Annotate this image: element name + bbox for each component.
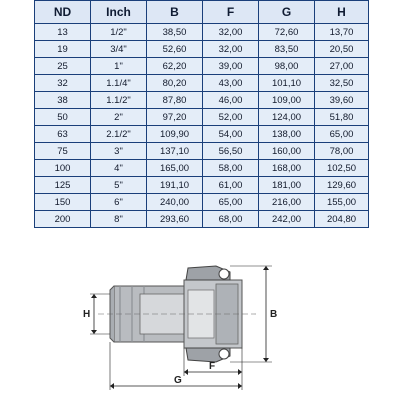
- table-cell: 52,60: [147, 41, 203, 58]
- label-g: G: [174, 375, 182, 386]
- table-cell: 83,50: [259, 41, 315, 58]
- table-cell: 43,00: [203, 75, 259, 92]
- table-cell: 98,00: [259, 58, 315, 75]
- table-cell: 13: [35, 24, 91, 41]
- table-row: [35, 177, 369, 194]
- table-cell: 19: [35, 41, 91, 58]
- table-cell: 97,20: [147, 109, 203, 126]
- label-f: F: [209, 361, 216, 372]
- table-row: [35, 75, 369, 92]
- table-cell: 3/4": [91, 41, 147, 58]
- table-cell: 204,80: [315, 211, 369, 228]
- table-cell: 50: [35, 109, 91, 126]
- table-cell: 109,00: [259, 92, 315, 109]
- table-cell: 200: [35, 211, 91, 228]
- column-header-f: F: [203, 1, 259, 24]
- table-cell: 150: [35, 194, 91, 211]
- table-cell: 32: [35, 75, 91, 92]
- table-cell: 124,00: [259, 109, 315, 126]
- table-cell: 27,00: [315, 58, 369, 75]
- table-cell: 160,00: [259, 143, 315, 160]
- table-cell: 80,20: [147, 75, 203, 92]
- table-cell: 129,60: [315, 177, 369, 194]
- table-cell: 168,00: [259, 160, 315, 177]
- table-cell: 240,00: [147, 194, 203, 211]
- table-row: [35, 109, 369, 126]
- table-cell: 75: [35, 143, 91, 160]
- table-cell: 191,10: [147, 177, 203, 194]
- table-cell: 38: [35, 92, 91, 109]
- table-cell: 25: [35, 58, 91, 75]
- table-cell: 2.1/2": [91, 126, 147, 143]
- table-cell: 125: [35, 177, 91, 194]
- table-row: [35, 126, 369, 143]
- table-cell: 1/2": [91, 24, 147, 41]
- table-cell: 13,70: [315, 24, 369, 41]
- table-cell: 87,80: [147, 92, 203, 109]
- table-cell: 5": [91, 177, 147, 194]
- table-cell: 4": [91, 160, 147, 177]
- table-row: [35, 160, 369, 177]
- table-cell: 6": [91, 194, 147, 211]
- table-cell: 39,00: [203, 58, 259, 75]
- dimension-table: [34, 0, 369, 228]
- table-cell: 109,90: [147, 126, 203, 143]
- coupling-technical-drawing: [80, 262, 320, 396]
- table-cell: 58,00: [203, 160, 259, 177]
- table-cell: 137,10: [147, 143, 203, 160]
- table-cell: 78,00: [315, 143, 369, 160]
- table-row: [35, 194, 369, 211]
- table-cell: 62,20: [147, 58, 203, 75]
- table-cell: 155,00: [315, 194, 369, 211]
- table-row: [35, 92, 369, 109]
- table-cell: 3": [91, 143, 147, 160]
- column-header-g: G: [259, 1, 315, 24]
- table-cell: 68,00: [203, 211, 259, 228]
- column-header-b: B: [147, 1, 203, 24]
- table-cell: 52,00: [203, 109, 259, 126]
- table-cell: 138,00: [259, 126, 315, 143]
- table-cell: 56,50: [203, 143, 259, 160]
- table-cell: 101,10: [259, 75, 315, 92]
- table-cell: 39,60: [315, 92, 369, 109]
- table-cell: 2": [91, 109, 147, 126]
- column-header-nd: ND: [35, 1, 91, 24]
- table-cell: 1.1/4": [91, 75, 147, 92]
- table-row: [35, 143, 369, 160]
- table-header-row: [35, 1, 369, 24]
- table-row: [35, 41, 369, 58]
- table-cell: 61,00: [203, 177, 259, 194]
- table-cell: 181,00: [259, 177, 315, 194]
- table-cell: 32,00: [203, 24, 259, 41]
- table-cell: 20,50: [315, 41, 369, 58]
- table-cell: 100: [35, 160, 91, 177]
- table-cell: 216,00: [259, 194, 315, 211]
- table-cell: 1": [91, 58, 147, 75]
- label-b: B: [270, 309, 278, 320]
- table-cell: 8": [91, 211, 147, 228]
- table-row: [35, 58, 369, 75]
- table-cell: 165,00: [147, 160, 203, 177]
- table-cell: 72,60: [259, 24, 315, 41]
- table-cell: 65,00: [315, 126, 369, 143]
- table-cell: 32,00: [203, 41, 259, 58]
- label-h: H: [83, 309, 91, 320]
- column-header-h: H: [315, 1, 369, 24]
- table-body: [35, 24, 369, 228]
- coupling-drawing-svg: [80, 262, 320, 396]
- table-cell: 54,00: [203, 126, 259, 143]
- table-cell: 51,80: [315, 109, 369, 126]
- table-cell: 242,00: [259, 211, 315, 228]
- table-cell: 1.1/2": [91, 92, 147, 109]
- table-row: [35, 211, 369, 228]
- table-cell: 65,00: [203, 194, 259, 211]
- table-cell: 38,50: [147, 24, 203, 41]
- column-header-inch: Inch: [91, 1, 147, 24]
- table-cell: 63: [35, 126, 91, 143]
- table-cell: 46,00: [203, 92, 259, 109]
- table-cell: 293,60: [147, 211, 203, 228]
- table-cell: 102,50: [315, 160, 369, 177]
- table-cell: 32,50: [315, 75, 369, 92]
- table-row: [35, 24, 369, 41]
